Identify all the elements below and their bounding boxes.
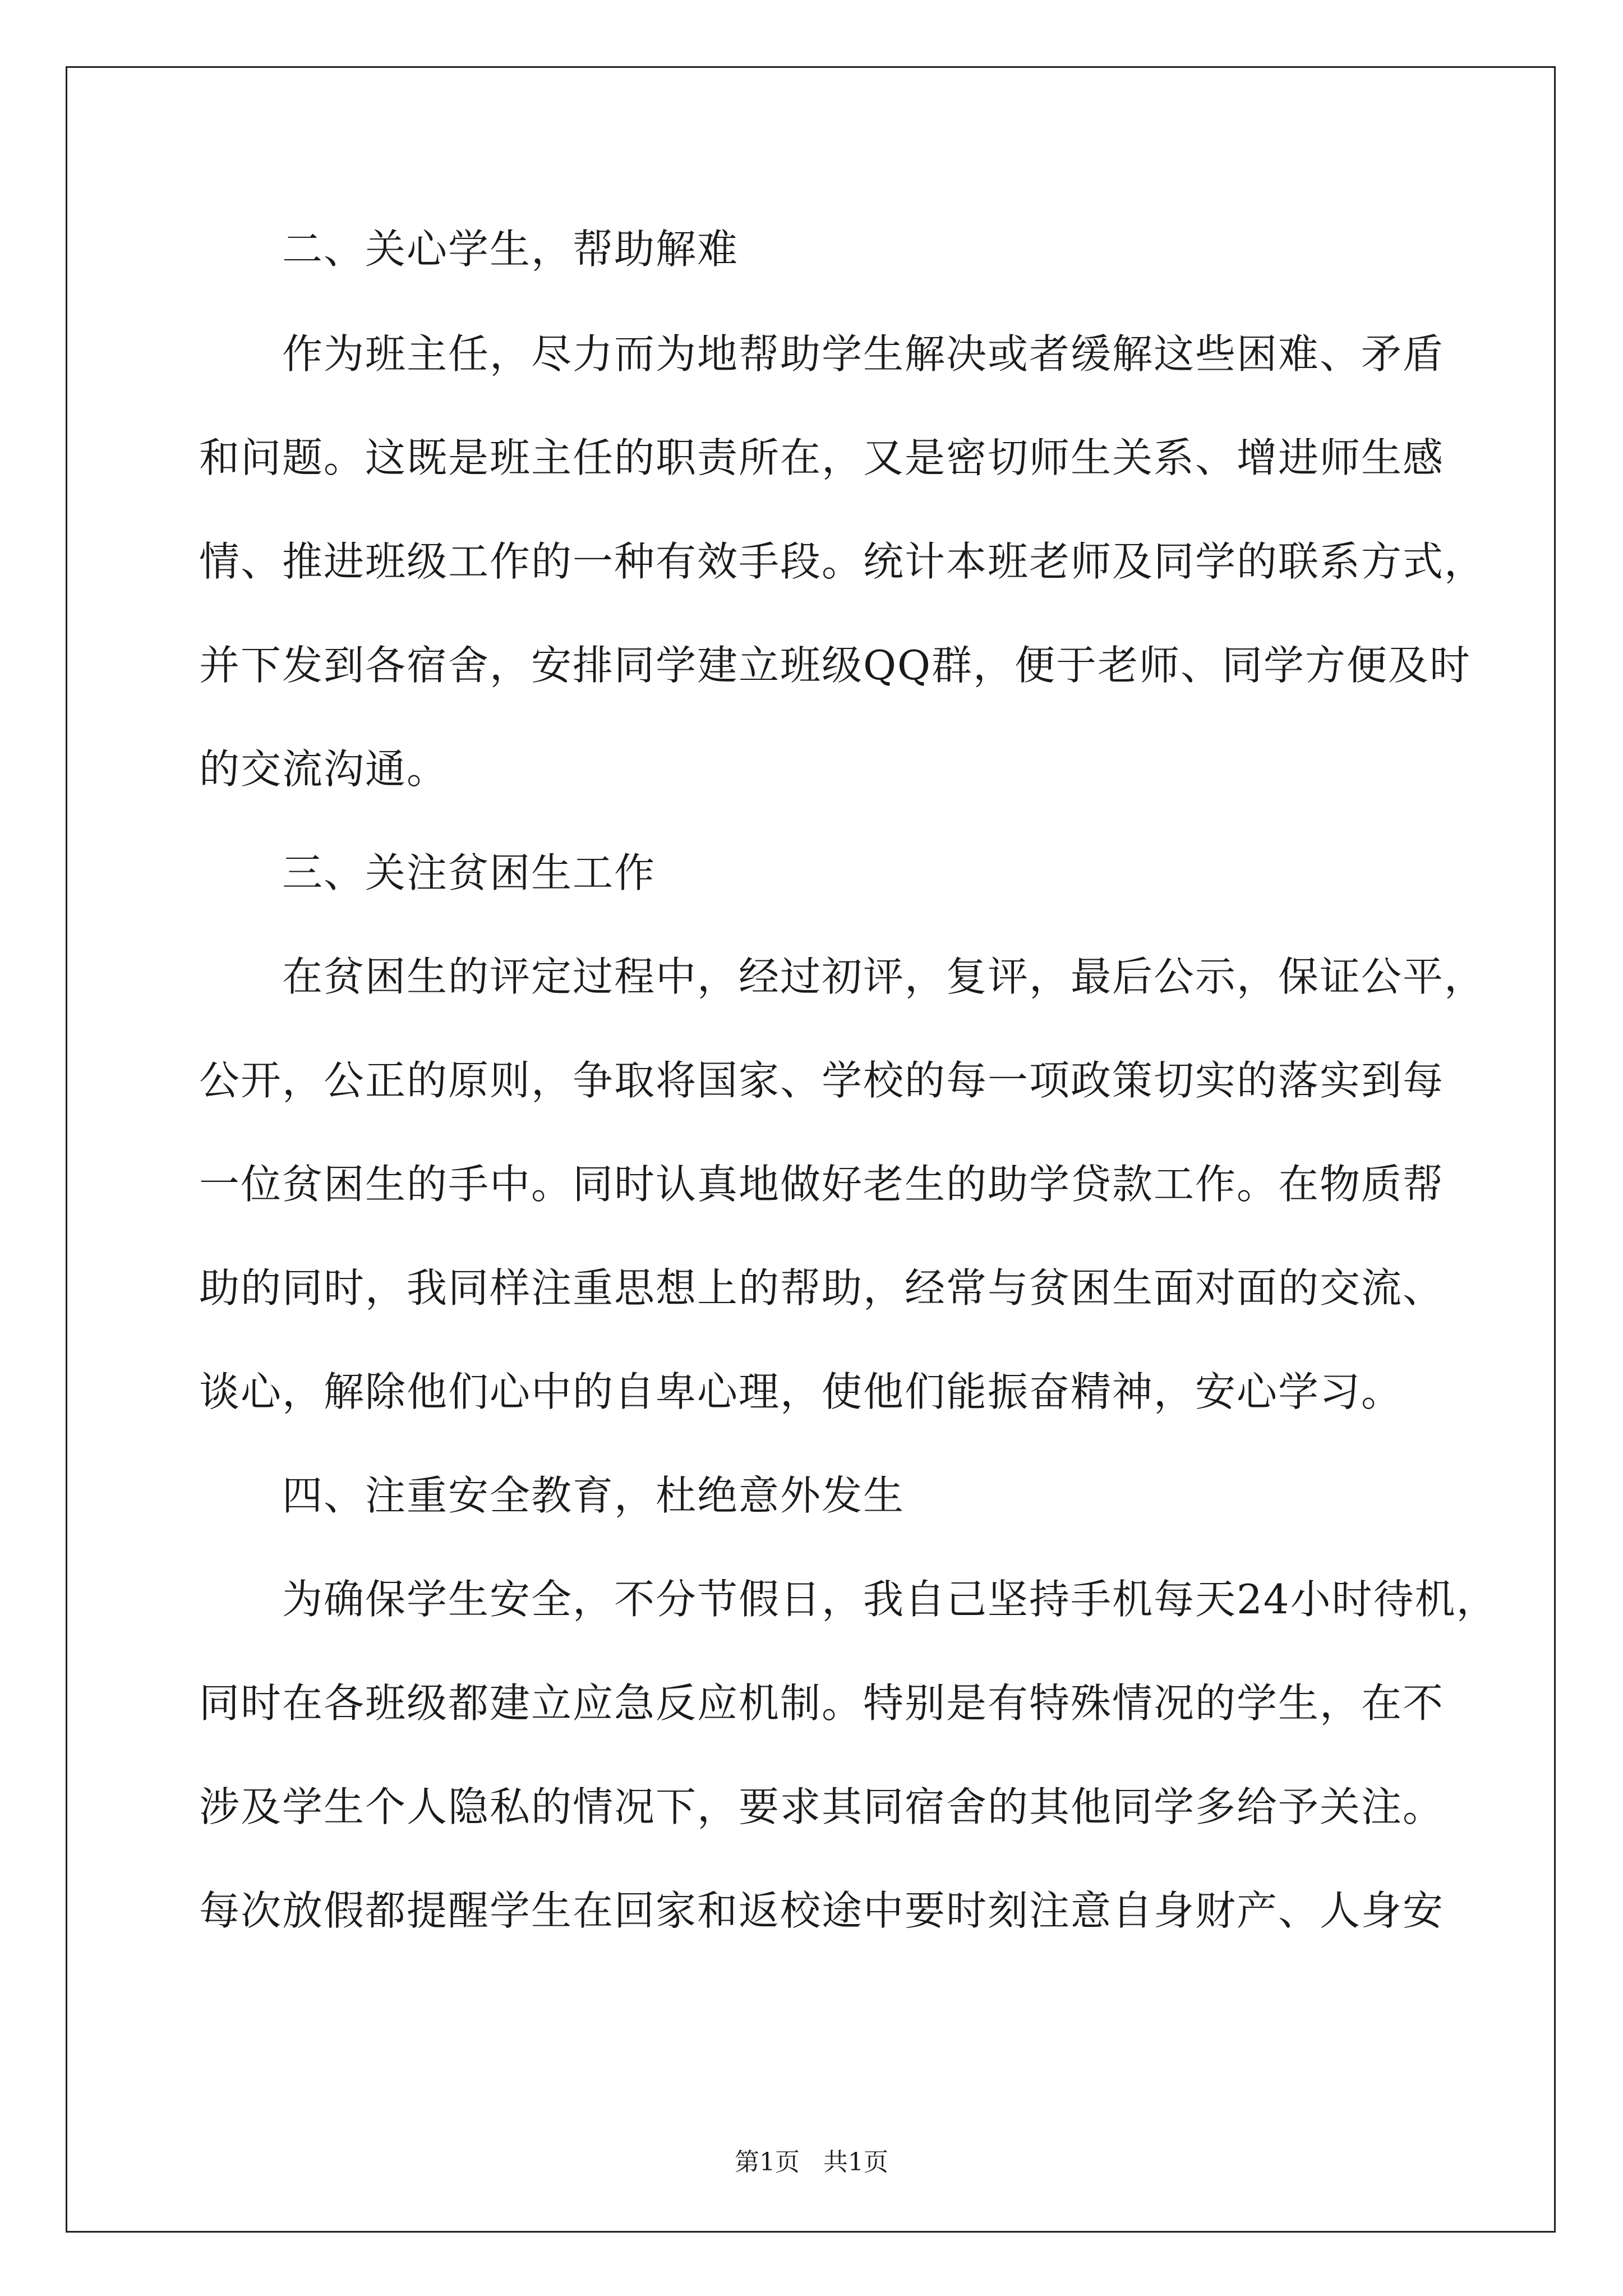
heading-section-4: 四、注重安全教育，杜绝意外发生 bbox=[282, 1472, 905, 1519]
paragraph-line: 为确保学生安全，不分节假日，我自己坚持手机每天24小时待机， bbox=[282, 1576, 1498, 1623]
paragraph-line: 助的同时，我同样注重思想上的帮助，经常与贫困生面对面的交流、 bbox=[199, 1264, 1445, 1312]
paragraph-line: 的交流沟通。 bbox=[199, 746, 449, 793]
heading-section-2: 二、关心学生，帮助解难 bbox=[282, 226, 739, 273]
paragraph-line: 作为班主任，尽力而为地帮助学生解决或者缓解这些困难、矛盾 bbox=[282, 330, 1445, 378]
paragraph-line: 同时在各班级都建立应急反应机制。特别是有特殊情况的学生，在不 bbox=[199, 1680, 1445, 1727]
page-footer: 第1页 共1页 bbox=[735, 2148, 888, 2177]
paragraph-line: 情、推进班级工作的一种有效手段。统计本班老师及同学的联系方式， bbox=[199, 538, 1486, 585]
paragraph-line: 并下发到各宿舍，安排同学建立班级QQ群，便于老师、同学方便及时 bbox=[199, 642, 1472, 689]
paragraph-line: 涉及学生个人隐私的情况下，要求其同宿舍的其他同学多给予关注。 bbox=[199, 1783, 1445, 1830]
paragraph-line: 一位贫困生的手中。同时认真地做好老生的助学贷款工作。在物质帮 bbox=[199, 1161, 1445, 1208]
paragraph-line: 在贫困生的评定过程中，经过初评，复评，最后公示，保证公平， bbox=[282, 953, 1486, 1000]
heading-section-3: 三、关注贫困生工作 bbox=[282, 849, 656, 896]
paragraph-line: 每次放假都提醒学生在回家和返校途中要时刻注意自身财产、人身安 bbox=[199, 1887, 1445, 1934]
paragraph-line: 谈心，解除他们心中的自卑心理，使他们能振奋精神，安心学习。 bbox=[199, 1368, 1403, 1415]
paragraph-line: 和问题。这既是班主任的职责所在，又是密切师生关系、增进师生感 bbox=[199, 434, 1445, 481]
paragraph-line: 公开，公正的原则，争取将国家、学校的每一项政策切实的落实到每 bbox=[199, 1057, 1445, 1104]
